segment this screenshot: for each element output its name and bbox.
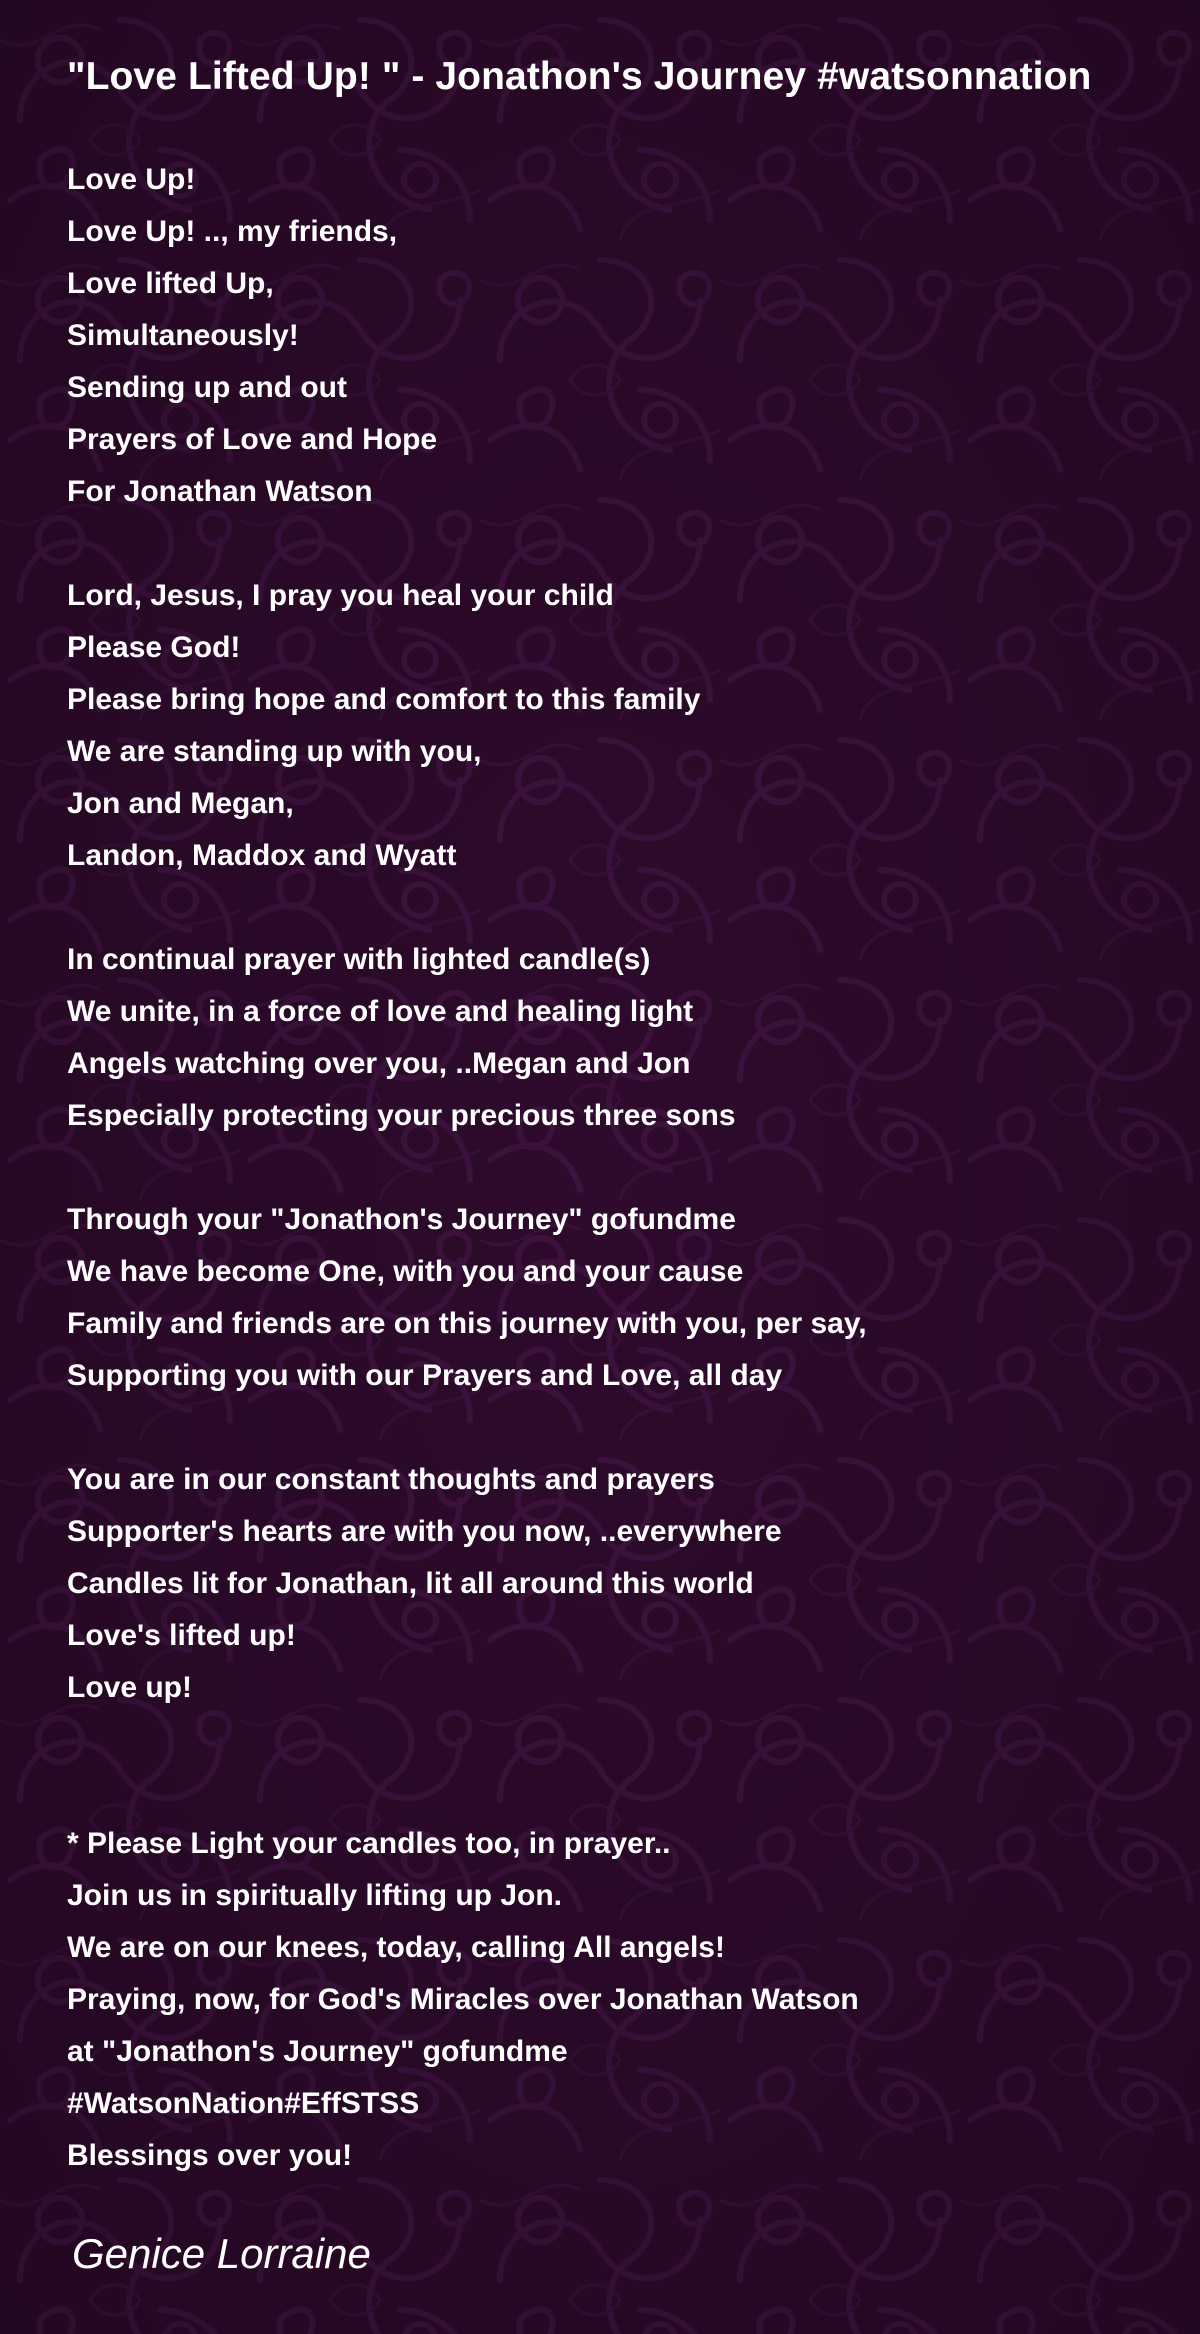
poem-line: * Please Light your candles too, in prayer.. [67,1827,671,1860]
poem-line: at "Jonathon's Journey" gofundme [67,2035,568,2068]
poem-line: Landon, Maddox and Wyatt [67,839,457,872]
poem-line: #WatsonNation#EffSTSS [67,2087,420,2120]
poem-line: Simultaneously! [67,319,299,352]
poem-line: Sending up and out [67,371,347,404]
poem-content [67,52,1187,2234]
poem-line: Praying, now, for God's Miracles over Jonathan Watson [67,1983,859,2016]
poem-line: Through your "Jonathon's Journey" gofundme [67,1203,736,1236]
poem-line: Jon and Megan, [67,787,294,820]
poem-line: Angels watching over you, ..Megan and Jon [67,1047,691,1080]
poem-line: Please bring hope and comfort to this family [67,683,701,716]
poem-line: Blessings over you! [67,2139,353,2172]
poem-title: "Love Lifted Up! " - Jonathon's Journey #watsonnation [67,55,1092,98]
poem-line: For Jonathan Watson [67,475,373,508]
poem-line: In continual prayer with lighted candle(s) [67,943,651,976]
poem-author: Genice Lorraine [72,2230,371,2277]
poem-line: Lord, Jesus, I pray you heal your child [67,579,614,612]
poem-line: Especially protecting your precious three sons [67,1099,736,1132]
poem-stanza [67,1818,1187,2182]
poem-line: Supporter's hearts are with you now, ..everywhere [67,1515,782,1548]
poem-line: Love Up! [67,163,196,196]
poem-line: Join us in spiritually lifting up Jon. [67,1879,563,1912]
poem-line: Love up! [67,1671,192,1704]
poem-stanza [67,570,1187,882]
poem-stanza [67,934,1187,1142]
poem-line: Candles lit for Jonathan, lit all around this world [67,1567,754,1600]
poem-line: You are in our constant thoughts and prayers [67,1463,715,1496]
poem-stanza [67,154,1187,518]
poem-line: We are standing up with you, [67,735,482,768]
poem-line: Please God! [67,631,241,664]
poem-line: We are on our knees, today, calling All angels! [67,1931,725,1964]
poem-line: Love Up! .., my friends, [67,215,398,248]
poem-line: Love's lifted up! [67,1619,296,1652]
poem-line: We have become One, with you and your cause [67,1255,744,1288]
poem-line: Supporting you with our Prayers and Love, all day [67,1359,783,1392]
poem-line: Prayers of Love and Hope [67,423,438,456]
poem-line: Family and friends are on this journey with you, per say, [67,1307,867,1340]
poem-stanza [67,1194,1187,1402]
poem-line: We unite, in a force of love and healing light [67,995,694,1028]
poem-stanza [67,1454,1187,1714]
poem-body [67,154,1187,2182]
poem-line: Love lifted Up, [67,267,274,300]
